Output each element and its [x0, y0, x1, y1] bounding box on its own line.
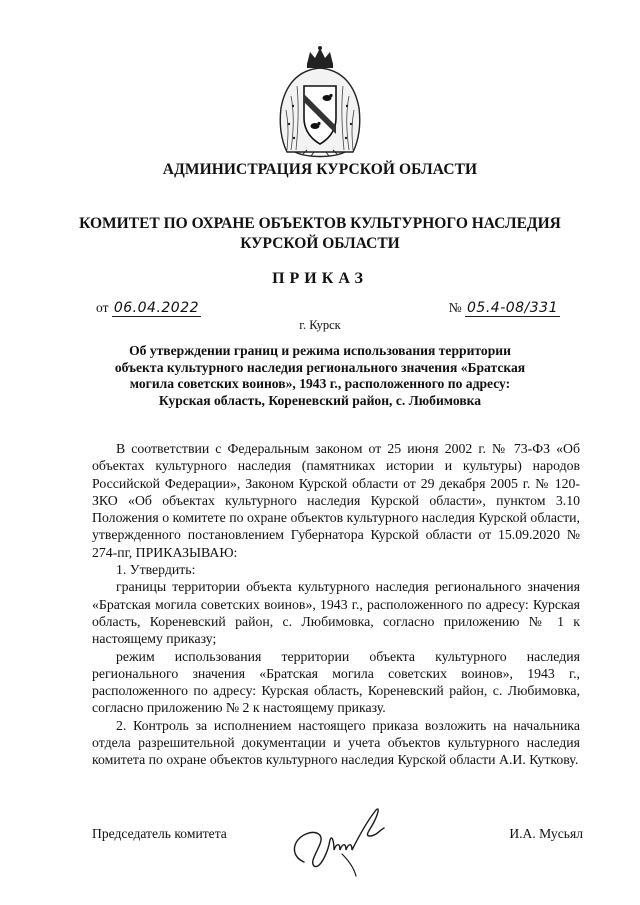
order-subject [100, 343, 540, 409]
committee-title [0, 214, 640, 254]
body-paragraph-item1: 1. Утвердить: [116, 562, 196, 578]
committee-title-line2: КУРСКОЙ ОБЛАСТИ [240, 235, 400, 252]
handwritten-signature [284, 800, 404, 880]
order-date-value: 06.04.2022 [113, 300, 200, 316]
subject-line4: Курская область, Кореневский район, с. Любимовка [158, 392, 482, 408]
body-paragraph-control: 2. Контроль за исполнением настоящего приказа возложить на начальника отдела разрешительной документации и учета объектов культурного наследия комитета по охране объектов культурного наследия Курской области А.И. Куткову. [92, 717, 580, 768]
order-number [449, 300, 560, 316]
city: г. Курск [299, 318, 341, 332]
administration-title: АДМИНИСТРАЦИЯ КУРСКОЙ ОБЛАСТИ [162, 161, 478, 178]
order-date [96, 300, 201, 316]
body-paragraph-preamble: В соответствии с Федеральным законом от 25 июня 2002 г. № 73-ФЗ «Об объектах культурного наследия (памятниках истории и культуры) народов Российской Федерации», Законом Курской области от 29 декабря 2005 г. № 120-ЗКО «Об объектах культурного наследия Курской области», пунктом 3.10 Положения о комитете по охране объектов культурного наследия Курской области, утвержденного постановлением Губернатора Курской области от 15.09.2020 № 274-пг, ПРИКАЗЫВАЮ: [92, 441, 580, 560]
committee-title-line1: КОМИТЕТ ПО ОХРАНЕ ОБЪЕКТОВ КУЛЬТУРНОГО НАСЛЕДИЯ [79, 215, 561, 232]
subject-line1: Об утверждении границ и режима использования территории [129, 343, 511, 358]
body-paragraph-regime: режим использования территории объекта культурного наследия регионального значения «Братская могила советских воинов», 1943 г., расположенного по адресу: Курская область, Кореневский район, с. Любимовка, согласно приложению № 2 к настоящему приказу. [92, 648, 580, 716]
number-prefix: № [448, 300, 462, 315]
date-prefix: от [96, 300, 109, 315]
subject-line3: могила советских воинов», 1943 г., расположенного по адресу: [129, 376, 511, 391]
order-number-value: 05.4-08/331 [467, 300, 558, 316]
order-body [92, 440, 580, 769]
order-title: ПРИКАЗ [272, 270, 368, 287]
signatory-name: И.А. Мусьял [509, 826, 583, 841]
body-paragraph-boundaries: границы территории объекта культурного наследия регионального значения «Братская могила советских воинов», 1943 г., расположенного по адресу: Курская область, Кореневский район, с. Любимовка, согласно приложению № 1 к настоящему приказу; [92, 579, 580, 647]
signatory-position: Председатель комитета [92, 826, 227, 841]
coat-of-arms-emblem [277, 46, 363, 160]
subject-line2: объекта культурного наследия регионального значения «Братская [114, 359, 526, 375]
